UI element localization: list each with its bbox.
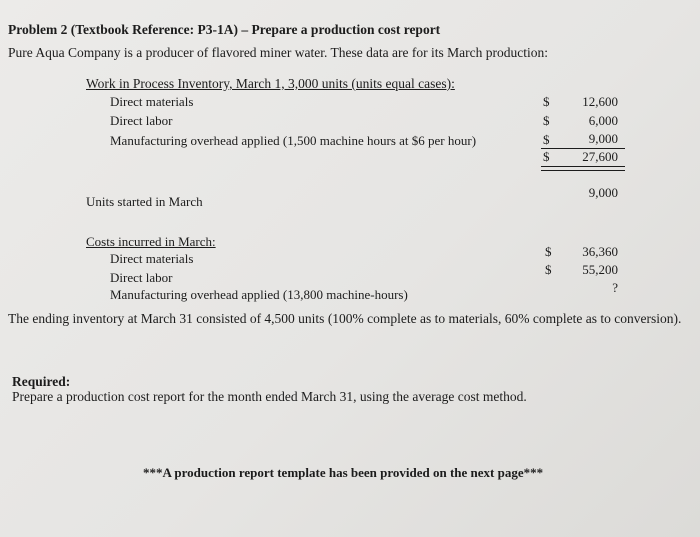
wip-total-amount: 27,600 (582, 149, 618, 164)
total-double-rule (541, 166, 625, 171)
wip-row-label: Direct materials (110, 94, 194, 109)
costs-row-amount: 36,360 (582, 244, 618, 259)
wip-heading: Work in Process Inventory, March 1, 3,000 units (units equal cases): (86, 76, 455, 91)
costs-row-dollar: $ (545, 244, 552, 259)
units-started-amount: 9,000 (588, 185, 618, 200)
wip-row-label: Direct labor (110, 113, 173, 128)
required-heading: Required: (12, 374, 71, 389)
wip-row-dollar: $ (543, 94, 550, 109)
problem-title: Problem 2 (Textbook Reference: P3-1A) – Prepare a production cost report (8, 22, 441, 37)
costs-row-amount: ? (612, 280, 618, 295)
template-footnote: ***A production report template has been provided on the next page*** (143, 465, 544, 480)
ending-inventory-text: The ending inventory at March 31 consisted of 4,500 units (100% complete as to materials, 60% complete as to conversion). (8, 311, 682, 326)
costs-row-label: Direct materials (110, 251, 194, 266)
wip-row-dollar: $ (543, 113, 550, 128)
costs-row-dollar: $ (545, 262, 552, 277)
costs-row-label: Direct labor (110, 270, 173, 285)
costs-row-label: Manufacturing overhead applied (13,800 machine-hours) (110, 287, 408, 302)
wip-row-amount: 9,000 (588, 131, 618, 146)
wip-row-dollar: $ (543, 132, 550, 147)
problem-intro: Pure Aqua Company is a producer of flavored miner water. These data are for its March production: (8, 45, 548, 60)
costs-heading: Costs incurred in March: (86, 234, 216, 249)
wip-row-label: Manufacturing overhead applied (1,500 machine hours at $6 per hour) (110, 133, 477, 148)
units-started-label: Units started in March (86, 194, 203, 209)
required-text: Prepare a production cost report for the month ended March 31, using the average cost method. (12, 389, 527, 404)
wip-row-amount: 6,000 (588, 113, 618, 128)
wip-total-dollar: $ (543, 149, 550, 164)
wip-row-amount: 12,600 (582, 94, 618, 109)
costs-row-amount: 55,200 (582, 262, 618, 277)
